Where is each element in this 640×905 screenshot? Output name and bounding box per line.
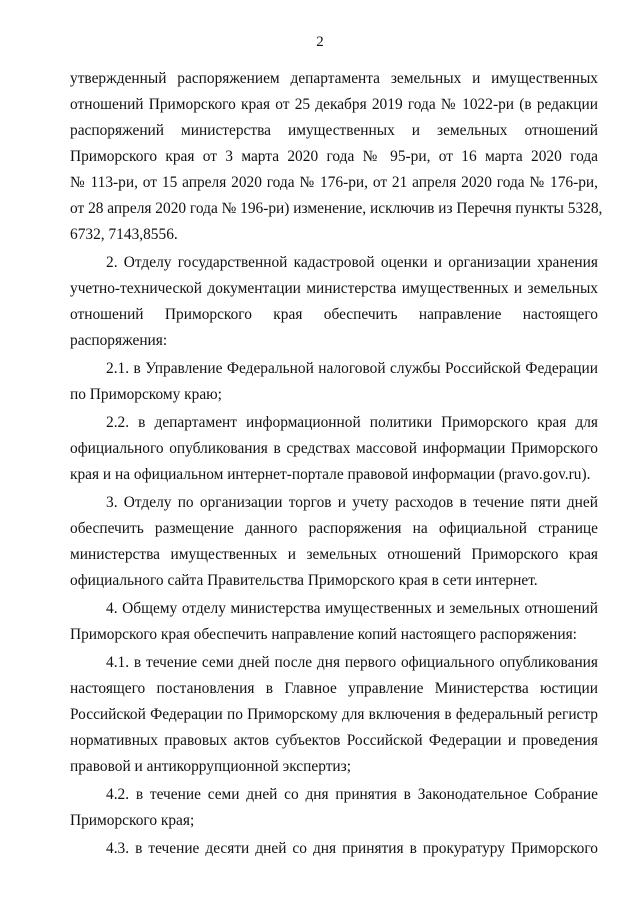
paragraph-p4-1 [70,650,598,780]
document-body [70,66,603,864]
text-line: от 28 апреля 2020 года № 196-ри) изменение, исключив из Перечня пункты 5328, [70,200,603,217]
text-line: 3. Отделу по организации торгов и учету расходов в течение пяти дней [106,494,598,511]
text-line: настоящего постановления в Главное управление Министерства юстиции [70,680,598,697]
text-line: 2.2. в департамент информационной политики Приморского края для [106,414,598,431]
text-line: Приморского края; [70,812,195,829]
text-line: утвержденный распоряжением департамента земельных и имущественных [70,70,598,87]
text-line: Приморского края обеспечить направление копий настоящего распоряжения: [70,626,577,643]
paragraph-p4-2 [70,782,598,834]
text-line: по Приморскому краю; [70,386,222,403]
text-line: 4.2. в течение семи дней со дня принятия в Законодательное Собрание [106,786,598,803]
text-line: Приморского края от 3 марта 2020 года № 95-ри, от 16 марта 2020 года [70,148,598,165]
paragraph-p2-1 [70,356,598,408]
text-line: 2.1. в Управление Федеральной налоговой службы Российской Федерации [106,360,598,377]
text-line: обеспечить размещение данного распоряжения на официальной странице [70,520,598,537]
text-line: распоряжений министерства имущественных и земельных отношений [70,122,598,139]
page-number: 2 [316,34,324,50]
text-line: министерства имущественных и земельных отношений Приморского края [70,546,598,563]
paragraph-p4 [70,596,598,648]
text-line: № 113-ри, от 15 апреля 2020 года № 176-ри, от 21 апреля 2020 года № 176-ри, [70,174,598,191]
text-line: 2. Отделу государственной кадастровой оценки и организации хранения [106,254,598,271]
paragraph-p2-2 [70,410,598,488]
text-line: нормативных правовых актов субъектов Российской Федерации и проведения [70,732,598,749]
text-line: правовой и антикоррупционной экспертиз; [70,758,352,775]
text-line: 4.3. в течение десяти дней со дня принятия в прокуратуру Приморского [106,840,598,857]
text-line: учетно-технической документации министерства имущественных и земельных [70,280,598,297]
text-line: 4.1. в течение семи дней после дня первого официального опубликования [106,654,598,671]
text-line: 4. Общему отделу министерства имущественных и земельных отношений [106,600,598,617]
paragraph-p1-continued [70,66,603,248]
paragraph-p4-3 [70,836,598,862]
text-line: 6732, 7143,8556. [70,226,178,243]
paragraph-p2 [70,250,598,354]
text-line: Российской Федерации по Приморскому для включения в федеральный регистр [70,706,598,723]
text-line: распоряжения: [70,332,168,349]
text-line: официального сайта Правительства Приморского края в сети интернет. [70,572,538,589]
paragraph-p3 [70,490,598,594]
text-line: отношений Приморского края от 25 декабря 2019 года № 1022-ри (в редакции [70,96,598,113]
text-line: отношений Приморского края обеспечить направление настоящего [70,306,598,323]
text-line: официального опубликования в средствах массовой информации Приморского [70,440,598,457]
text-line: края и на официальном интернет-портале правовой информации (pravo.gov.ru). [70,466,591,483]
